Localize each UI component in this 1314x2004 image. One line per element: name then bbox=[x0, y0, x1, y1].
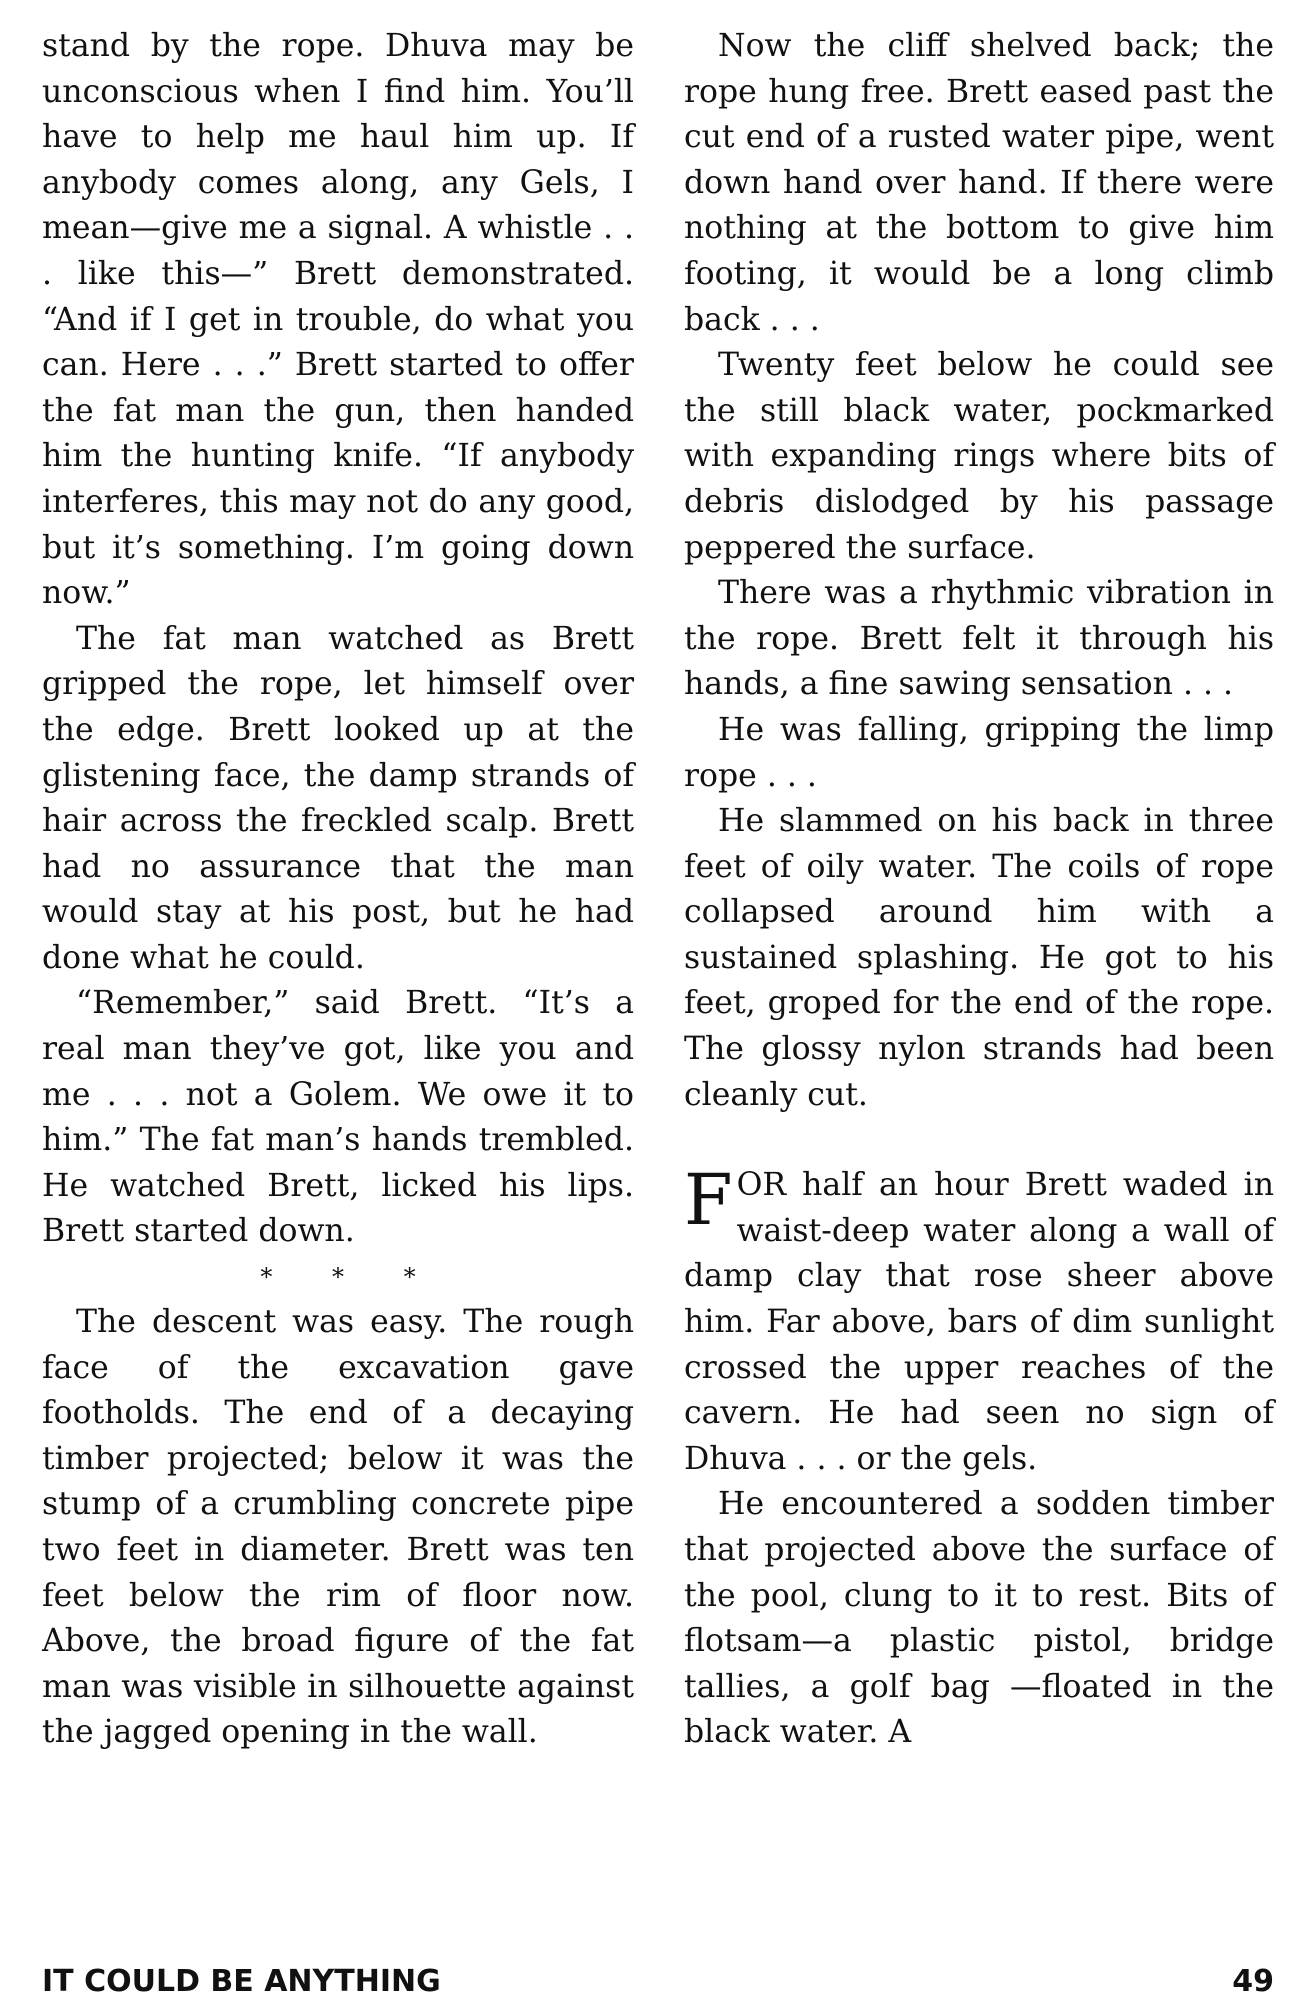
left-text-column bbox=[42, 24, 634, 1756]
section-gap bbox=[684, 1118, 1274, 1163]
running-title: IT COULD BE ANYTHING bbox=[42, 1964, 441, 1999]
paragraph: The descent was easy. The rough face of the excavation gave footholds. The end of a decaying timber projected; below it was the stump of a crumbling concrete pipe two feet in diameter. Brett was ten feet below the rim of floor now. Above, the broad figure of the fat man was visible in silhouette against the jagged opening in the wall. bbox=[42, 1304, 634, 1751]
paragraph: He was falling, gripping the limp rope . . . bbox=[684, 711, 1274, 794]
paragraph: Twenty feet below he could see the still black water, pockmarked with expanding rings where bits of debris dislodged by his passage peppered the surface. bbox=[684, 347, 1274, 566]
paragraph: There was a rhythmic vibration in the rope. Brett felt it through his hands, a fine sawing sensation . . . bbox=[684, 575, 1274, 703]
paragraph: He encountered a sodden timber that projected above the surface of the pool, clung to it to rest. Bits of flotsam—a plastic pistol, bridge tallies, a golf bag —floated in the black water. A bbox=[684, 1486, 1274, 1751]
page-number: 49 bbox=[1232, 1964, 1274, 1999]
paragraph: stand by the rope. Dhuva may be unconscious when I find him. You’ll have to help me haul him up. If anybody comes along, any Gels, I mean—give me a signal. A whistle . . . like this—” Brett demonstrated. “And if I get in trouble, do what you can. Here . . .” Brett started to offer the fat man the gun, then handed him the hunting knife. “If anybody interferes, this may not do any good, but it’s something. I’m going down now.” bbox=[42, 28, 634, 612]
right-text-column bbox=[684, 24, 1274, 1756]
paragraph-text: OR half an hour Brett waded in waist-deep water along a wall of damp clay that rose sheer above him. Far above, bars of dim sunlight crossed the upper reaches of the cavern. He had seen no sign of Dhuva . . . or the gels. bbox=[684, 1167, 1274, 1477]
section-opening-paragraph bbox=[684, 1159, 1274, 1482]
section-separator: * * * bbox=[260, 1263, 442, 1292]
drop-cap: F bbox=[684, 1159, 733, 1242]
page-footer bbox=[42, 1962, 1274, 2002]
paragraph: Now the cliff shelved back; the rope hung free. Brett eased past the cut end of a rusted water pipe, went down hand over hand. If there were nothing at the bottom to give him footing, it would be a long climb back . . . bbox=[684, 28, 1274, 338]
paragraph: He slammed on his back in three feet of oily water. The coils of rope collapsed around him with a sustained splashing. He got to his feet, groped for the end of the rope. The glossy nylon strands had been cleanly cut. bbox=[684, 803, 1274, 1113]
paragraph: The fat man watched as Brett gripped the rope, let himself over the edge. Brett looked up at the glistening face, the damp strands of hair across the freckled scalp. Brett had no assurance that the man would stay at his post, but he had done what he could. bbox=[42, 620, 634, 976]
paragraph: “Remember,” said Brett. “It’s a real man they’ve got, like you and me . . . not a Golem. We owe it to him.” The fat man’s hands trembled. He watched Brett, licked his lips. Brett started down. bbox=[42, 985, 634, 1250]
